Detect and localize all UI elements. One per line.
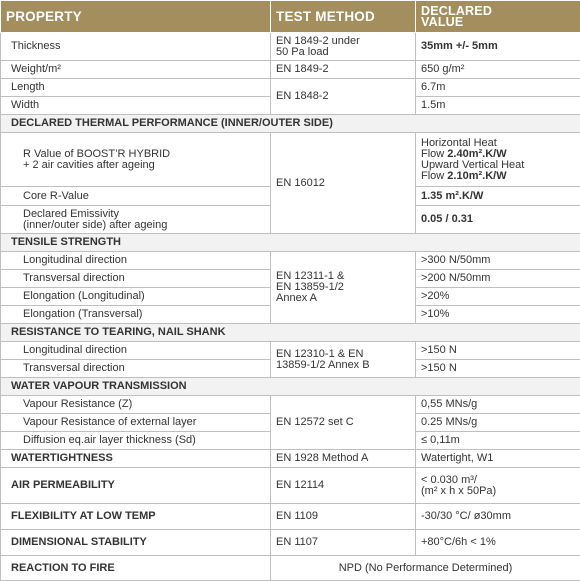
row-method: EN 12311-1 & EN 13859-1/2 Annex A: [271, 252, 416, 324]
row-value: Watertight, W1: [416, 450, 580, 468]
row-name: Transversal direction: [1, 270, 271, 288]
row-name: Weight/m²: [1, 61, 271, 79]
row-name: Declared Emissivity (inner/outer side) after ageing: [1, 206, 271, 234]
table-row: [1, 396, 580, 414]
row-name: Longitudinal direction: [1, 252, 271, 270]
table-row: [1, 33, 580, 61]
row-value: 0.05 / 0.31: [416, 206, 580, 234]
table-row: [1, 133, 580, 187]
row-value: 35mm +/- 5mm: [416, 33, 580, 61]
table-row: [1, 530, 580, 556]
row-name: Elongation (Transversal): [1, 306, 271, 324]
header-test-method: TEST METHOD: [271, 1, 416, 33]
row-name: Width: [1, 97, 271, 115]
row-method: EN 1107: [271, 530, 416, 556]
section-row: [1, 378, 580, 396]
table-row: [1, 61, 580, 79]
section-row: [1, 115, 580, 133]
row-name: Diffusion eq.air layer thickness (Sd): [1, 432, 271, 450]
row-value: 1.35 m².K/W: [416, 187, 580, 206]
row-method: EN 16012: [271, 133, 416, 234]
row-name: Transversal direction: [1, 360, 271, 378]
section-title: DECLARED THERMAL PERFORMANCE (INNER/OUTER SIDE): [1, 115, 580, 133]
row-value: ≤ 0,11m: [416, 432, 580, 450]
row-method: EN 12310-1 & EN 13859-1/2 Annex B: [271, 342, 416, 378]
header-declared-value: DECLARED VALUE: [416, 1, 580, 33]
row-value: < 0.030 m³/ (m² x h x 50Pa): [416, 468, 580, 504]
row-name: DIMENSIONAL STABILITY: [1, 530, 271, 556]
section-title: RESISTANCE TO TEARING, NAIL SHANK: [1, 324, 580, 342]
row-name: FLEXIBILITY AT LOW TEMP: [1, 504, 271, 530]
row-name: Vapour Resistance (Z): [1, 396, 271, 414]
row-value: >300 N/50mm: [416, 252, 580, 270]
section-row: [1, 324, 580, 342]
table-row: [1, 468, 580, 504]
row-name: Longitudinal direction: [1, 342, 271, 360]
row-value: 650 g/m²: [416, 61, 580, 79]
row-value: >150 N: [416, 342, 580, 360]
row-name: AIR PERMEABILITY: [1, 468, 271, 504]
table-row: [1, 79, 580, 97]
row-value: >200 N/50mm: [416, 270, 580, 288]
table-row: [1, 252, 580, 270]
row-name: Vapour Resistance of external layer: [1, 414, 271, 432]
header-row: [1, 1, 580, 33]
section-title: TENSILE STRENGTH: [1, 234, 580, 252]
row-method: EN 1849-2 under 50 Pa load: [271, 33, 416, 61]
section-title: WATER VAPOUR TRANSMISSION: [1, 378, 580, 396]
row-value: >20%: [416, 288, 580, 306]
row-method: EN 12572 set C: [271, 396, 416, 450]
row-value: +80°C/6h < 1%: [416, 530, 580, 556]
header-property: PROPERTY: [1, 1, 271, 33]
row-name: Core R-Value: [1, 187, 271, 206]
row-name: R Value of BOOST’R HYBRID + 2 air cavities after ageing: [1, 133, 271, 187]
row-method: EN 12114: [271, 468, 416, 504]
row-name: WATERTIGHTNESS: [1, 450, 271, 468]
row-value: 1.5m: [416, 97, 580, 115]
row-name: Thickness: [1, 33, 271, 61]
row-value: -30/30 °C/ ø30mm: [416, 504, 580, 530]
row-value: NPD (No Performance Determined): [271, 556, 580, 581]
row-method: EN 1849-2: [271, 61, 416, 79]
section-row: [1, 234, 580, 252]
row-value: Horizontal Heat Flow 2.40m².K/W Upward Vertical Heat Flow 2.10m².K/W: [416, 133, 580, 187]
table-row: [1, 556, 580, 581]
row-name: REACTION TO FIRE: [1, 556, 271, 581]
table-row: [1, 342, 580, 360]
row-value: 6.7m: [416, 79, 580, 97]
row-name: Length: [1, 79, 271, 97]
row-value: 0.25 MNs/g: [416, 414, 580, 432]
row-value: >10%: [416, 306, 580, 324]
table-row: [1, 504, 580, 530]
row-value: 0,55 MNs/g: [416, 396, 580, 414]
row-method: EN 1109: [271, 504, 416, 530]
row-method: EN 1928 Method A: [271, 450, 416, 468]
row-value: >150 N: [416, 360, 580, 378]
table-row: [1, 450, 580, 468]
row-name: Elongation (Longitudinal): [1, 288, 271, 306]
row-method: EN 1848-2: [271, 79, 416, 115]
